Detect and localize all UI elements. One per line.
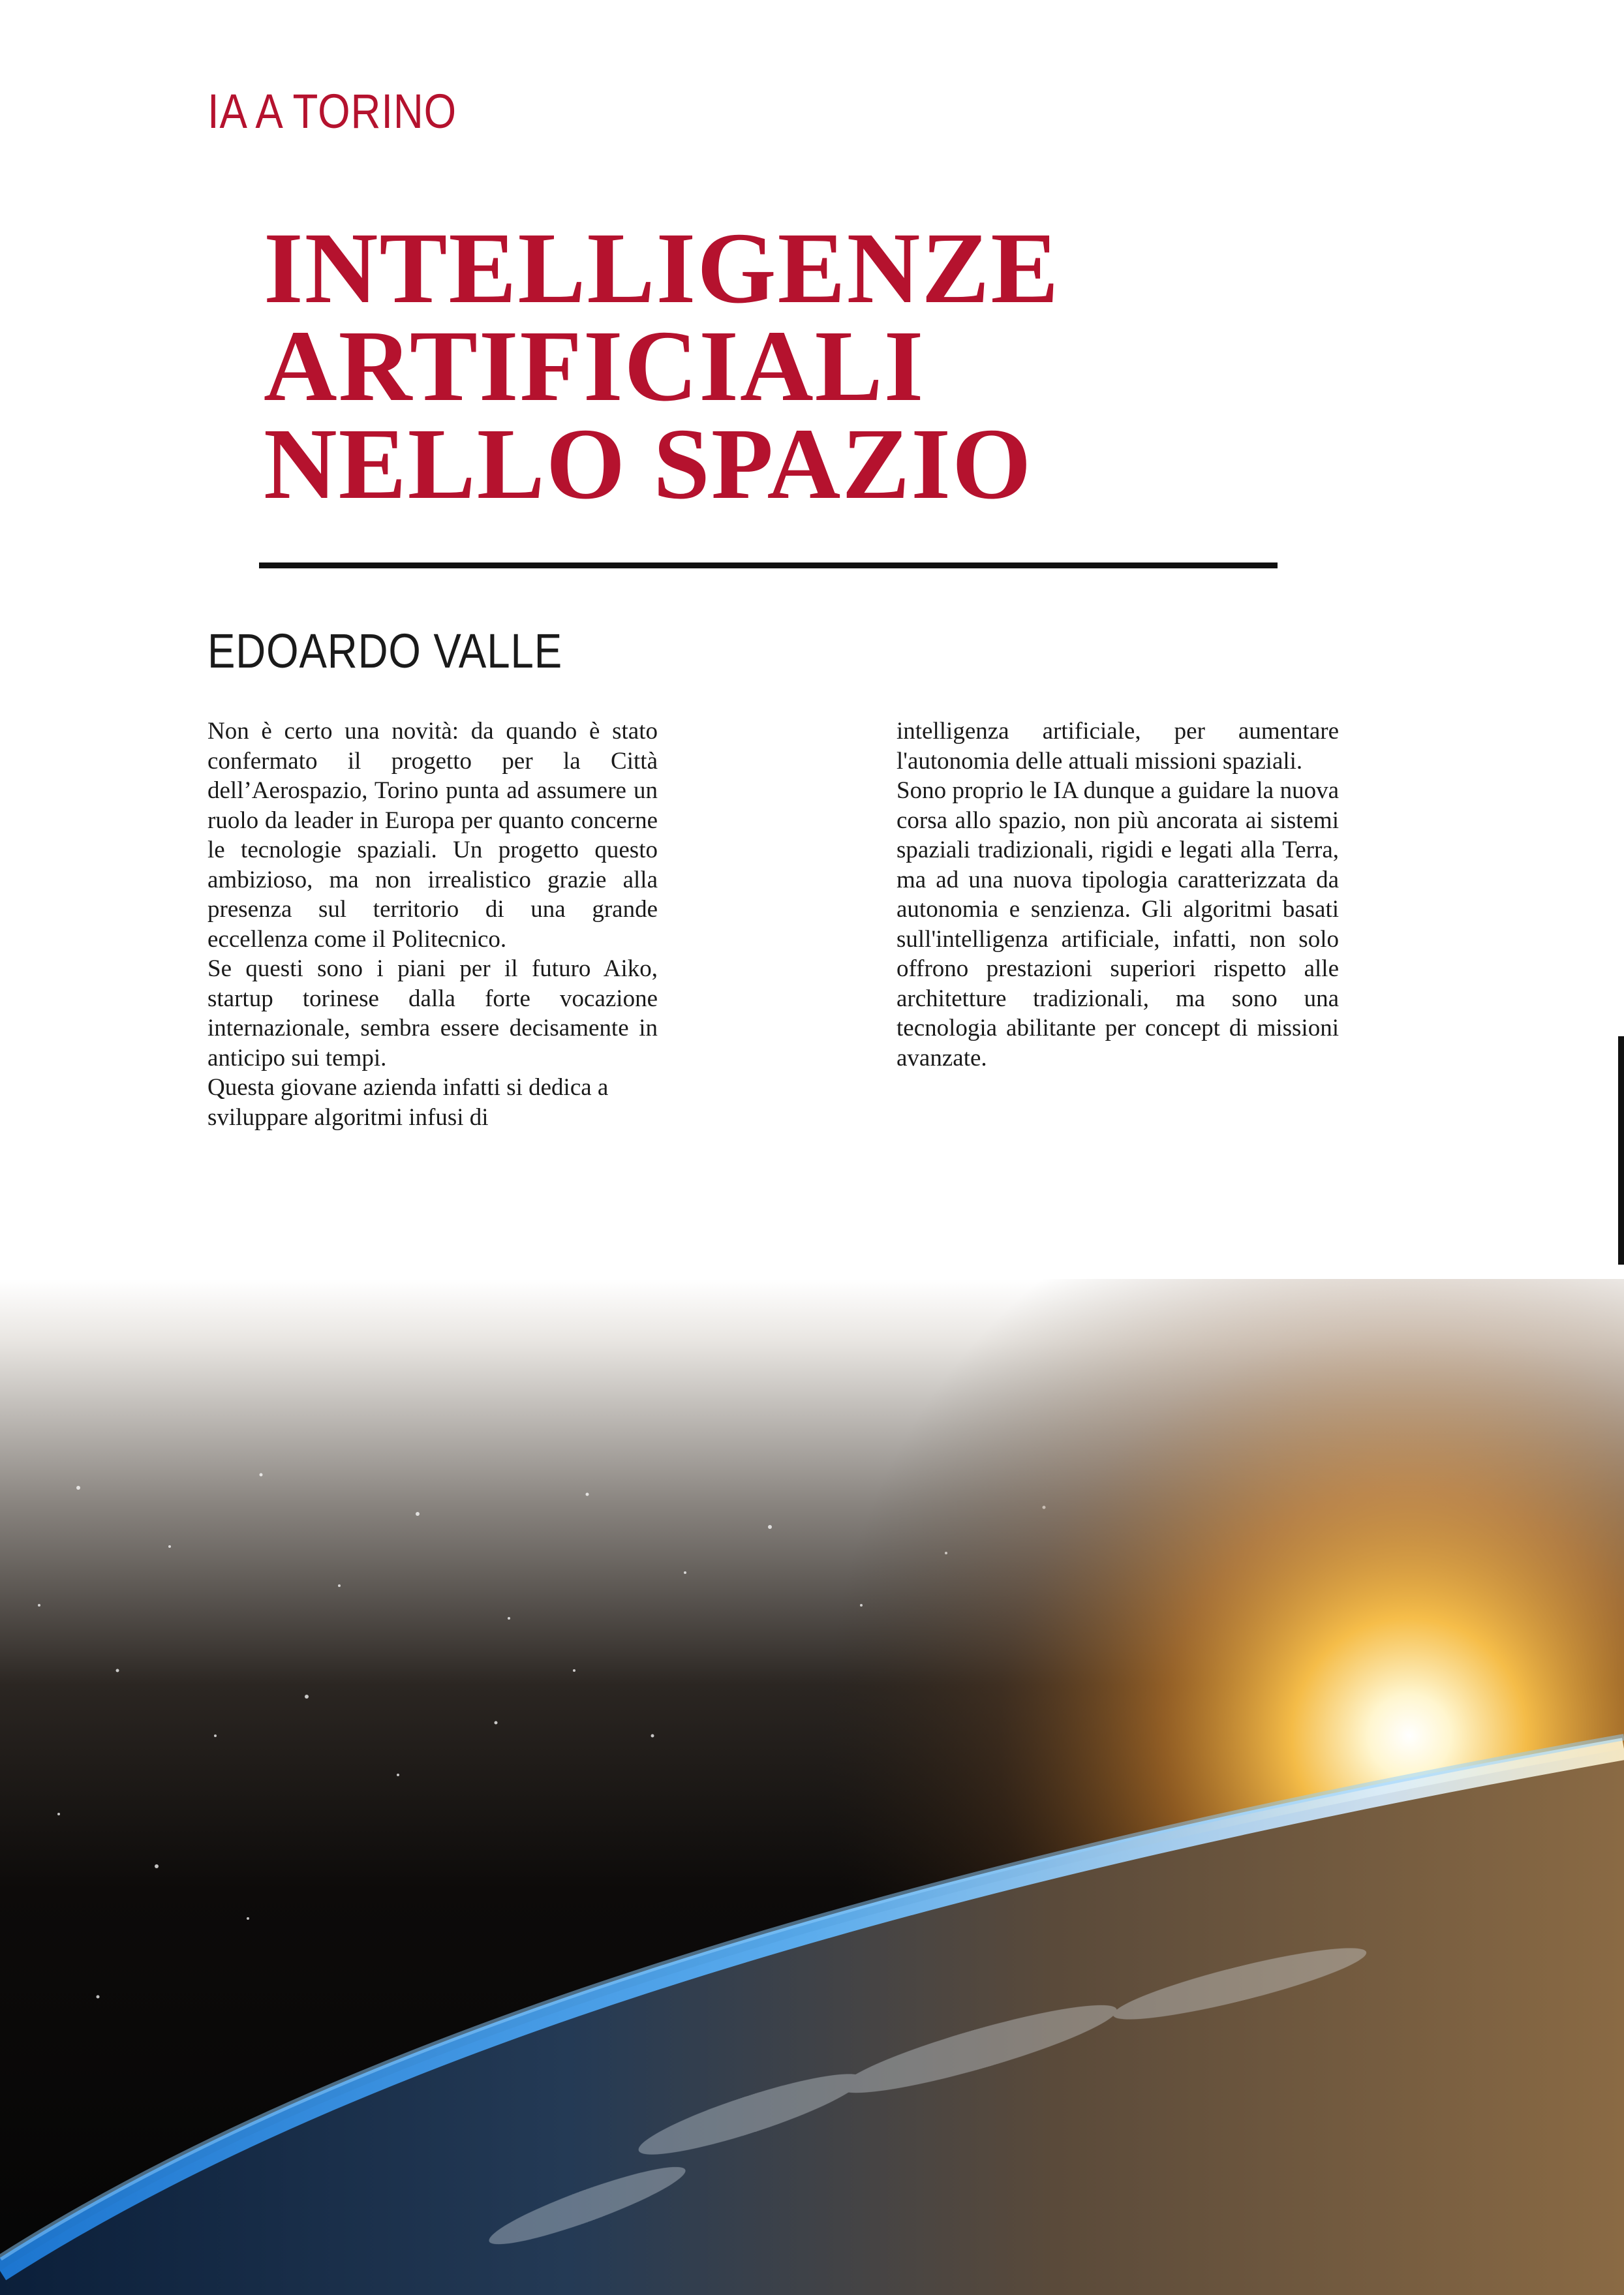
section-label: IA A TORINO [207,84,457,138]
author-name: EDOARDO VALLE [207,624,563,678]
title-divider [259,562,1278,568]
title-line-2: ARTIFICIALI [264,309,925,422]
article-column-right [896,716,1339,1073]
paragraph: Non è certo una novità: da quando è stato confermato il progetto per la Città dell’Aerospazio, Torino punta ad assumere un ruolo da leader in Europa per quanto concerne le tecnologie spaziali. Un progetto questo ambizioso, ma non irrealistico grazie alla presenza sul territorio di una grande eccellenza come il Politecnico. [207,718,658,953]
paragraph: Sono proprio le IA dunque a guidare la nuova corsa allo spazio, non più ancorata ai sistemi spaziali tradizionali, rigidi e legati alla Terra, ma ad una nuova tipologia caratterizzata da autonomia e senzienza. Gli algoritmi basati sull'intelligenza artificiale, infatti, non solo offrono prestazioni superiori rispetto alle architetture tradizionali, ma sono una tecnologia abilitante per concept di missioni avanzate. [896,777,1339,1071]
title-line-3: NELLO SPAZIO [264,407,1033,520]
paragraph: Questa giovane azienda infatti si dedica a sviluppare algoritmi infusi di [207,1074,609,1131]
title-line-1: INTELLIGENZE [264,211,1060,324]
page-edge-marker [1618,1036,1624,1265]
article-title [264,211,1060,520]
paragraph: Se questi sono i piani per il futuro Aiko, startup torinese dalla forte vocazione internazionale, sembra essere decisamente in anticipo sui tempi. [207,955,658,1071]
paragraph: intelligenza artificiale, per aumentare l'autonomia delle attuali missioni spaziali. [896,718,1339,775]
article-column-left [207,716,658,1132]
earth-horizon-image [0,1279,1624,2295]
